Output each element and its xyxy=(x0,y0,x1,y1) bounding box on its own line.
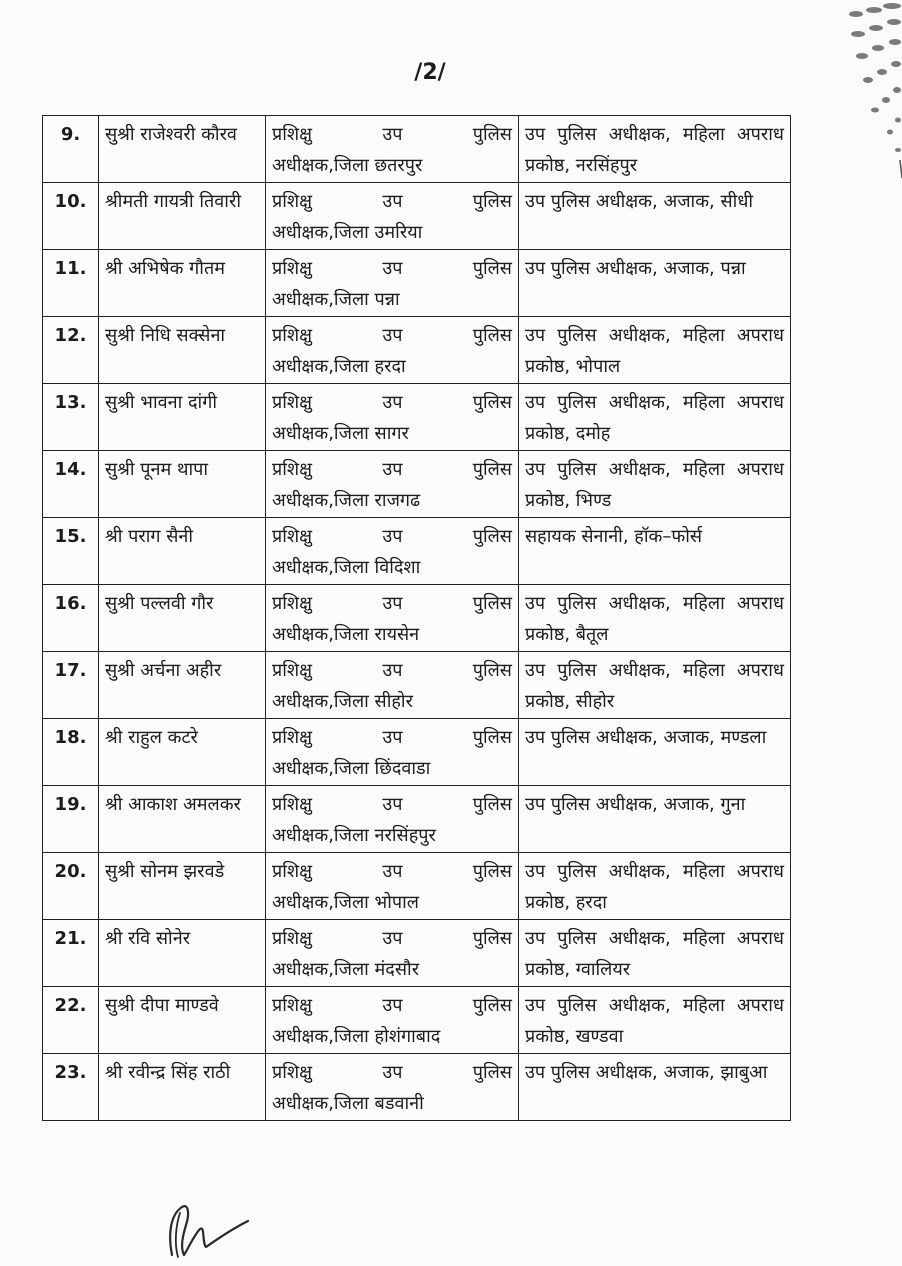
current-posting-word: प्रशिक्षु xyxy=(272,459,313,480)
current-posting-word: पुलिस xyxy=(472,727,512,748)
new-posting: उप पुलिस अधीक्षक, महिला अपराध प्रकोष्ठ, ग्वालियर xyxy=(519,920,791,987)
new-posting: उप पुलिस अधीक्षक, महिला अपराध प्रकोष्ठ, खण्डवा xyxy=(519,987,791,1054)
current-posting-line1 xyxy=(272,1057,512,1088)
current-posting-line2: अधीक्षक,जिला छिंदवाडा xyxy=(272,758,431,779)
current-posting-line1 xyxy=(272,789,512,820)
current-posting-word: प्रशिक्षु xyxy=(272,928,313,949)
current-posting-word: पुलिस xyxy=(472,861,512,882)
current-posting xyxy=(266,317,519,384)
current-posting-line2: अधीक्षक,जिला पन्ना xyxy=(272,289,400,310)
current-posting-line1 xyxy=(272,923,512,954)
current-posting-word: उप xyxy=(382,1062,403,1083)
current-posting-word: प्रशिक्षु xyxy=(272,861,313,882)
current-posting-word: उप xyxy=(382,258,403,279)
new-posting: उप पुलिस अधीक्षक, अजाक, मण्डला xyxy=(519,719,791,786)
serial-number: 12. xyxy=(43,317,99,384)
current-posting-line2: अधीक्षक,जिला नरसिंहपुर xyxy=(272,825,436,846)
current-posting-line1 xyxy=(272,856,512,887)
officer-name: सुश्री अर्चना अहीर xyxy=(99,652,266,719)
transfer-orders-table xyxy=(42,115,791,1121)
officer-name: सुश्री राजेश्वरी कौरव xyxy=(99,116,266,183)
current-posting xyxy=(266,451,519,518)
current-posting-word: उप xyxy=(382,660,403,681)
officer-name: सुश्री दीपा माण्डवे xyxy=(99,987,266,1054)
current-posting-word: प्रशिक्षु xyxy=(272,593,313,614)
current-posting-word: पुलिस xyxy=(472,794,512,815)
current-posting-line1 xyxy=(272,521,512,552)
serial-number: 15. xyxy=(43,518,99,585)
current-posting-word: पुलिस xyxy=(472,995,512,1016)
current-posting-line1 xyxy=(272,186,512,217)
current-posting-line1 xyxy=(272,320,512,351)
table-body xyxy=(43,116,791,1121)
officer-name: सुश्री सोनम झरवडे xyxy=(99,853,266,920)
current-posting xyxy=(266,183,519,250)
table-row xyxy=(43,585,791,652)
current-posting xyxy=(266,853,519,920)
current-posting-word: प्रशिक्षु xyxy=(272,727,313,748)
current-posting-line1 xyxy=(272,119,512,150)
table-row xyxy=(43,317,791,384)
current-posting xyxy=(266,250,519,317)
current-posting-word: उप xyxy=(382,526,403,547)
current-posting-line2: अधीक्षक,जिला छतरपुर xyxy=(272,155,423,176)
current-posting xyxy=(266,719,519,786)
current-posting-line1 xyxy=(272,454,512,485)
new-posting: सहायक सेनानी, हॉक–फोर्स xyxy=(519,518,791,585)
new-posting: उप पुलिस अधीक्षक, महिला अपराध प्रकोष्ठ, नरसिंहपुर xyxy=(519,116,791,183)
current-posting-line2: अधीक्षक,जिला भोपाल xyxy=(272,892,419,913)
current-posting-line2: अधीक्षक,जिला रायसेन xyxy=(272,624,420,645)
current-posting-line2: अधीक्षक,जिला विदिशा xyxy=(272,557,421,578)
current-posting-line2: अधीक्षक,जिला सागर xyxy=(272,423,409,444)
officer-name: श्री राहुल कटरे xyxy=(99,719,266,786)
current-posting-word: प्रशिक्षु xyxy=(272,794,313,815)
table-row xyxy=(43,384,791,451)
page-number: /2/ xyxy=(414,60,446,85)
current-posting-word: उप xyxy=(382,124,403,145)
current-posting-word: प्रशिक्षु xyxy=(272,325,313,346)
serial-number: 22. xyxy=(43,987,99,1054)
current-posting xyxy=(266,987,519,1054)
new-posting: उप पुलिस अधीक्षक, महिला अपराध प्रकोष्ठ, दमोह xyxy=(519,384,791,451)
current-posting xyxy=(266,920,519,987)
signature xyxy=(150,1195,260,1265)
current-posting xyxy=(266,786,519,853)
table-row xyxy=(43,719,791,786)
table-row xyxy=(43,250,791,317)
serial-number: 20. xyxy=(43,853,99,920)
table-row xyxy=(43,1054,791,1121)
new-posting: उप पुलिस अधीक्षक, अजाक, पन्ना xyxy=(519,250,791,317)
current-posting-word: पुलिस xyxy=(472,459,512,480)
officer-name: सुश्री निधि सक्सेना xyxy=(99,317,266,384)
current-posting-word: उप xyxy=(382,392,403,413)
new-posting: उप पुलिस अधीक्षक, महिला अपराध प्रकोष्ठ, भिण्ड xyxy=(519,451,791,518)
table-row xyxy=(43,116,791,183)
current-posting-word: उप xyxy=(382,459,403,480)
current-posting-word: पुलिस xyxy=(472,660,512,681)
new-posting: उप पुलिस अधीक्षक, अजाक, गुना xyxy=(519,786,791,853)
table-row xyxy=(43,518,791,585)
new-posting: उप पुलिस अधीक्षक, महिला अपराध प्रकोष्ठ, भोपाल xyxy=(519,317,791,384)
table-row xyxy=(43,987,791,1054)
officer-name: श्री आकाश अमलकर xyxy=(99,786,266,853)
current-posting xyxy=(266,652,519,719)
current-posting-line2: अधीक्षक,जिला राजगढ xyxy=(272,490,421,511)
current-posting-line2: अधीक्षक,जिला होशंगाबाद xyxy=(272,1026,441,1047)
current-posting-word: पुलिस xyxy=(472,928,512,949)
current-posting-word: पुलिस xyxy=(472,392,512,413)
serial-number: 17. xyxy=(43,652,99,719)
current-posting-word: उप xyxy=(382,325,403,346)
current-posting-word: उप xyxy=(382,727,403,748)
table-row xyxy=(43,183,791,250)
officer-name: श्रीमती गायत्री तिवारी xyxy=(99,183,266,250)
officer-name: श्री रवि सोनेर xyxy=(99,920,266,987)
current-posting-word: पुलिस xyxy=(472,124,512,145)
new-posting: उप पुलिस अधीक्षक, अजाक, सीधी xyxy=(519,183,791,250)
current-posting xyxy=(266,384,519,451)
current-posting-word: पुलिस xyxy=(472,191,512,212)
officer-name: श्री पराग सैनी xyxy=(99,518,266,585)
new-posting: उप पुलिस अधीक्षक, महिला अपराध प्रकोष्ठ, हरदा xyxy=(519,853,791,920)
current-posting-word: प्रशिक्षु xyxy=(272,392,313,413)
serial-number: 23. xyxy=(43,1054,99,1121)
current-posting-line1 xyxy=(272,253,512,284)
officer-name: सुश्री भावना दांगी xyxy=(99,384,266,451)
current-posting-word: पुलिस xyxy=(472,526,512,547)
new-posting: उप पुलिस अधीक्षक, महिला अपराध प्रकोष्ठ, बैतूल xyxy=(519,585,791,652)
table-row xyxy=(43,853,791,920)
serial-number: 9. xyxy=(43,116,99,183)
current-posting xyxy=(266,518,519,585)
current-posting-line2: अधीक्षक,जिला उमरिया xyxy=(272,222,423,243)
serial-number: 13. xyxy=(43,384,99,451)
current-posting-word: पुलिस xyxy=(472,258,512,279)
serial-number: 11. xyxy=(43,250,99,317)
serial-number: 18. xyxy=(43,719,99,786)
current-posting-word: उप xyxy=(382,861,403,882)
current-posting-line2: अधीक्षक,जिला सीहोर xyxy=(272,691,413,712)
table-row xyxy=(43,451,791,518)
table-row xyxy=(43,786,791,853)
current-posting-line1 xyxy=(272,588,512,619)
officer-name: सुश्री पल्लवी गौर xyxy=(99,585,266,652)
current-posting-line2: अधीक्षक,जिला मंदसौर xyxy=(272,959,420,980)
current-posting-word: प्रशिक्षु xyxy=(272,124,313,145)
table-row xyxy=(43,920,791,987)
current-posting-word: प्रशिक्षु xyxy=(272,660,313,681)
current-posting-word: प्रशिक्षु xyxy=(272,191,313,212)
current-posting-word: प्रशिक्षु xyxy=(272,1062,313,1083)
current-posting-line1 xyxy=(272,722,512,753)
officer-name: श्री रवीन्द्र सिंह राठी xyxy=(99,1054,266,1121)
current-posting-word: प्रशिक्षु xyxy=(272,526,313,547)
current-posting-word: उप xyxy=(382,794,403,815)
table-row xyxy=(43,652,791,719)
current-posting-word: प्रशिक्षु xyxy=(272,995,313,1016)
serial-number: 14. xyxy=(43,451,99,518)
current-posting xyxy=(266,585,519,652)
serial-number: 10. xyxy=(43,183,99,250)
current-posting-word: पुलिस xyxy=(472,1062,512,1083)
current-posting xyxy=(266,116,519,183)
current-posting-line2: अधीक्षक,जिला बडवानी xyxy=(272,1093,424,1114)
current-posting-word: प्रशिक्षु xyxy=(272,258,313,279)
current-posting-line1 xyxy=(272,655,512,686)
current-posting-line2: अधीक्षक,जिला हरदा xyxy=(272,356,406,377)
serial-number: 16. xyxy=(43,585,99,652)
officer-name: सुश्री पूनम थापा xyxy=(99,451,266,518)
current-posting-word: उप xyxy=(382,593,403,614)
current-posting-word: उप xyxy=(382,191,403,212)
new-posting: उप पुलिस अधीक्षक, अजाक, झाबुआ xyxy=(519,1054,791,1121)
current-posting-line1 xyxy=(272,387,512,418)
current-posting-word: उप xyxy=(382,995,403,1016)
serial-number: 21. xyxy=(43,920,99,987)
new-posting: उप पुलिस अधीक्षक, महिला अपराध प्रकोष्ठ, सीहोर xyxy=(519,652,791,719)
current-posting-line1 xyxy=(272,990,512,1021)
current-posting-word: उप xyxy=(382,928,403,949)
current-posting xyxy=(266,1054,519,1121)
serial-number: 19. xyxy=(43,786,99,853)
current-posting-word: पुलिस xyxy=(472,325,512,346)
officer-name: श्री अभिषेक गौतम xyxy=(99,250,266,317)
current-posting-word: पुलिस xyxy=(472,593,512,614)
